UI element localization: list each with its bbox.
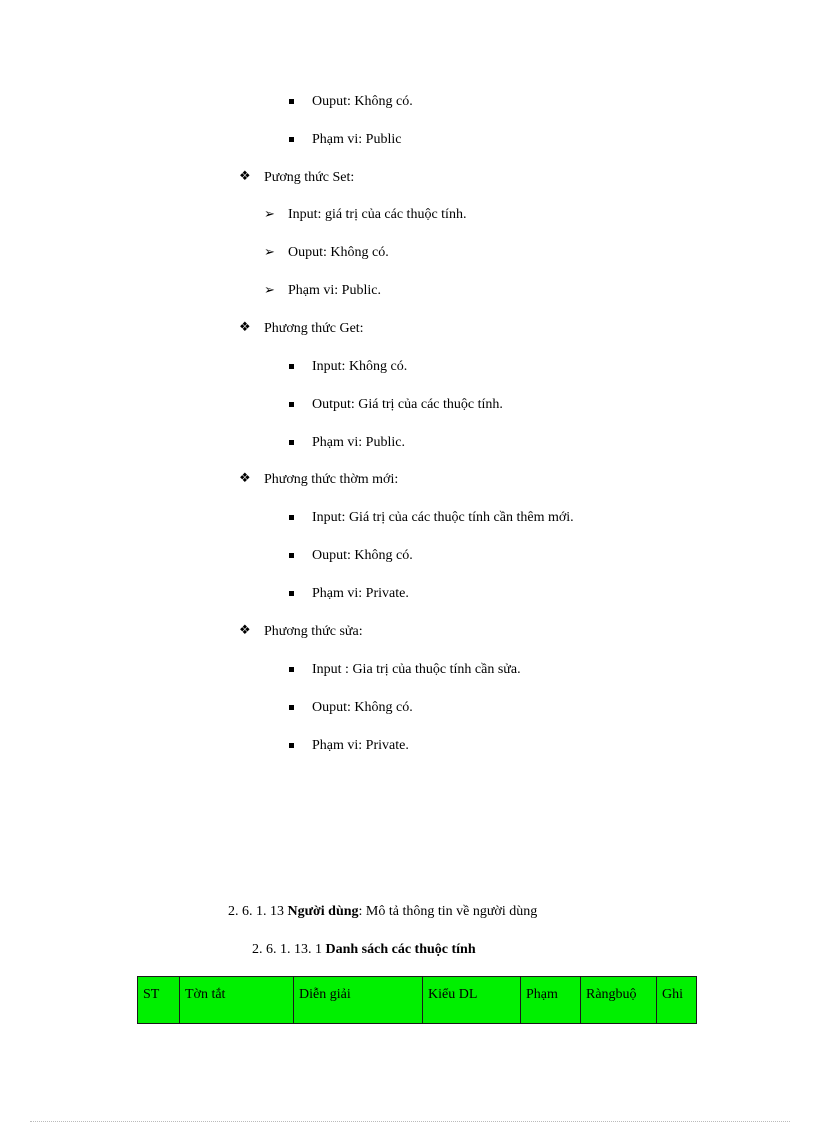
square-bullet-icon [289,402,294,407]
square-bullet-icon [289,99,294,104]
column-header-ten-tat: Tờn tắt [180,977,294,1024]
column-header-stt: ST [138,977,180,1024]
section-title: Người dùng [287,904,359,919]
square-bullet-icon [289,705,294,710]
arrow-bullet-icon: ➢ [264,283,275,298]
square-bullet-icon [289,553,294,558]
list-item: ❖ Pương thức Set: [239,169,355,185]
list-item: ➢ Ouput: Không có. [264,245,389,260]
attribute-table [137,976,697,1024]
list-item: Input: Không có. [312,358,407,376]
square-bullet-icon [289,591,294,596]
square-bullet-icon [289,743,294,748]
page-bottom-rule [30,1121,790,1122]
list-item: Phạm vi: Public [312,131,401,149]
square-bullet-icon [289,440,294,445]
list-item: Input: Giá trị của các thuộc tính cần thêm mới. [312,509,574,527]
column-header-dien-giai: Diễn giải [294,977,423,1024]
list-item: ❖ Phương thức thờm mới: [239,471,399,487]
arrow-bullet-icon: ➢ [264,207,275,222]
square-bullet-icon [289,137,294,142]
list-item: Phạm vi: Public. [312,434,405,452]
list-item: Phạm vi: Private. [312,737,409,755]
list-item: ➢ Phạm vi: Public. [264,283,381,298]
list-item: Input : Gia trị của thuộc tính cần sửa. [312,661,521,679]
diamond-bullet-icon: ❖ [239,471,251,486]
list-item: Ouput: Không có. [312,547,413,565]
subsection-number: 2. 6. 1. 13. 1 [252,942,322,957]
column-header-kieu-dl: Kiểu DL [423,977,521,1024]
subsection-heading [252,941,476,959]
subsection-title: Danh sách các thuộc tính [325,942,476,957]
section-heading [228,903,537,921]
list-item: Ouput: Không có. [312,699,413,717]
list-item: Phạm vi: Private. [312,585,409,603]
section-number: 2. 6. 1. 13 [228,904,284,919]
diamond-bullet-icon: ❖ [239,320,251,335]
list-item: Ouput: Không có. [312,93,413,111]
list-item: ❖ Phương thức sửa: [239,623,363,639]
diamond-bullet-icon: ❖ [239,623,251,638]
square-bullet-icon [289,364,294,369]
column-header-rang-buoc: Ràngbuộ [581,977,657,1024]
square-bullet-icon [289,515,294,520]
list-item: ➢ Input: giá trị của các thuộc tính. [264,207,467,222]
arrow-bullet-icon: ➢ [264,245,275,260]
diamond-bullet-icon: ❖ [239,169,251,184]
column-header-ghi-chu: Ghi [657,977,697,1024]
table-header-row [138,977,697,1024]
list-item: Output: Giá trị của các thuộc tính. [312,396,503,414]
column-header-pham-vi: Phạm [521,977,581,1024]
square-bullet-icon [289,667,294,672]
section-description: : Mô tả thông tin về người dùng [358,904,538,919]
list-item: ❖ Phương thức Get: [239,320,364,336]
